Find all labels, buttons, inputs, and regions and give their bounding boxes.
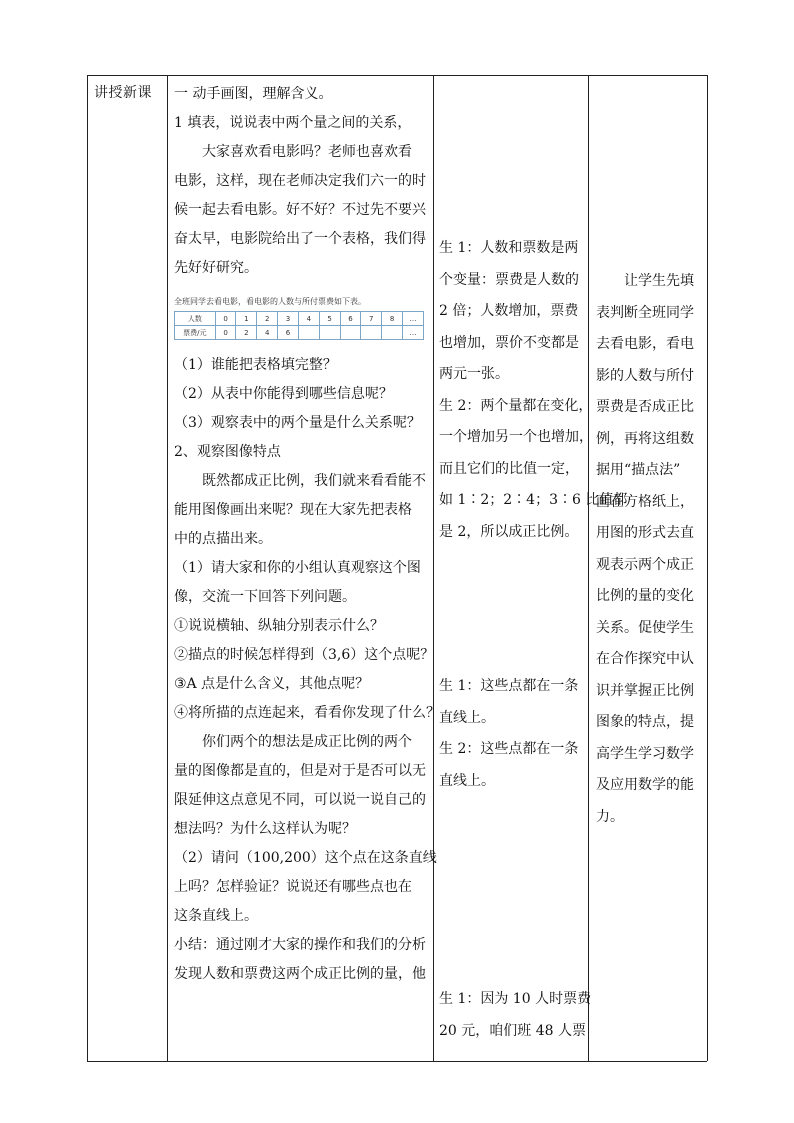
- response-line: 一个增加另一个也增加，: [439, 429, 593, 445]
- column-divider-2: [433, 75, 434, 1061]
- sub-question-2: ②描点的时候怎样得到（3,6）这个点呢？: [174, 647, 435, 663]
- student-response-group-2: [439, 671, 585, 797]
- student-response-group-1: [439, 233, 628, 548]
- table-cell: 5: [319, 312, 340, 326]
- intent-line: 高学生学习数学: [596, 745, 694, 762]
- response-line: 是 2，所以成正比例。: [439, 523, 579, 540]
- intent-line: 表判断全班同学: [596, 304, 694, 321]
- summary-line: 小结：通过刚才大家的操作和我们的分析: [174, 937, 426, 953]
- question-3: （3）观察表中的两个量是什么关系呢？: [174, 415, 421, 431]
- table-cell: 3: [278, 312, 299, 326]
- table-cell: 6: [340, 312, 361, 326]
- intent-line: 去看电影，看电: [596, 336, 694, 352]
- table-border-top: [87, 75, 707, 76]
- student-response-group-3: [439, 984, 592, 1047]
- paragraph-line: 上吗？怎样验证？说说还有哪些点也在: [174, 879, 412, 895]
- response-line: 生 1：因为 10 人时票费: [439, 991, 592, 1007]
- paragraph-line: 能用图像画出来呢？现在大家先把表格: [174, 502, 412, 518]
- section-label: 讲授新课: [94, 85, 152, 101]
- table-cell: …: [402, 312, 423, 326]
- table-cell: 人数: [175, 312, 216, 326]
- paragraph-line: （2）请问（100,200）这个点在这条直线: [174, 850, 437, 866]
- sub-question-3: ③A 点是什么含义，其他点呢？: [174, 676, 370, 692]
- paragraph-line: （1）请大家和你的小组认真观察这个图: [174, 560, 421, 576]
- table-cell: 票费/元: [175, 326, 216, 340]
- question-2: （2）从表中你能得到哪些信息呢？: [174, 386, 393, 402]
- table-cell: [382, 326, 403, 340]
- intent-line: 影的人数与所付: [596, 367, 694, 384]
- paragraph-line: 中的点描出来。: [174, 531, 272, 547]
- table-cell: …: [402, 326, 423, 340]
- intent-line: 及应用数学的能: [596, 777, 694, 793]
- paragraph-line: 量的图像都是直的，但是对于是否可以无: [174, 763, 426, 779]
- response-line: 个变量：票费是人数的: [439, 271, 579, 288]
- response-line: 2 倍；人数增加，票费: [439, 303, 579, 319]
- table-cell: [298, 326, 319, 340]
- paragraph-line: 候一起去看电影。好不好？不过先不要兴: [174, 202, 426, 218]
- paragraph-line: 想法吗？为什么这样认为呢？: [174, 821, 356, 837]
- table-cell: [319, 326, 340, 340]
- intent-line: 据用“描点法”: [596, 462, 681, 478]
- paragraph-line: 限延伸这点意见不同，可以说一说自己的: [174, 792, 426, 808]
- response-line: 直线上。: [439, 709, 495, 726]
- sub-question-4: ④将所描的点连起来，看看你发现了什么？: [174, 705, 440, 721]
- design-intent: [596, 266, 702, 833]
- intent-line: 例，再将这组数: [596, 430, 694, 447]
- summary-line: 发现人数和票费这两个成正比例的量，他: [174, 966, 426, 982]
- table-cell: 4: [257, 326, 278, 340]
- intent-line: 票费是否成正比: [596, 399, 694, 415]
- figure-caption: 全班同学去看电影，看电影的人数与所付票费如下表。: [174, 297, 366, 306]
- response-line: 而且它们的比值一定，: [439, 460, 579, 477]
- intent-line: 关系。促使学生: [596, 619, 694, 636]
- table-cell: [340, 326, 361, 340]
- intent-line: 图象的特点，提: [596, 714, 694, 730]
- step-1-heading: 1 填表，说说表中两个量之间的关系，: [174, 115, 412, 131]
- heading-1: 一 动手画图，理解含义。: [174, 86, 333, 102]
- intent-line: 观表示两个成正: [596, 556, 694, 573]
- intent-line: 用图的形式去直: [596, 525, 694, 541]
- column-divider-1: [167, 75, 168, 1061]
- response-line: 直线上。: [439, 772, 495, 789]
- table-cell: 6: [278, 326, 299, 340]
- table-cell: [361, 326, 382, 340]
- table-border-left: [87, 75, 88, 1061]
- table-cell: 8: [382, 312, 403, 326]
- response-line: 20 元，咱们班 48 人票: [439, 1022, 586, 1039]
- table-border-right: [707, 75, 708, 1061]
- table-row: [175, 326, 424, 340]
- table-cell: 2: [236, 326, 257, 340]
- paragraph-line: 像，交流一下回答下列问题。: [174, 589, 356, 605]
- teaching-content: [174, 80, 440, 989]
- paragraph-line: 既然都成正比例，我们就来看看能不: [202, 473, 426, 489]
- paragraph-line: 你们两个的想法是成正比例的两个: [202, 734, 412, 750]
- table-row: [175, 312, 424, 326]
- paragraph-line: 电影，这样，现在老师决定我们六一的时: [174, 173, 426, 189]
- paragraph-line: 大家喜欢看电影吗？老师也喜欢看: [202, 144, 412, 160]
- intent-line: 让学生先填: [624, 273, 694, 289]
- response-line: 生 2：两个量都在变化，: [439, 397, 593, 414]
- paragraph-line: 奋太早，电影院给出了一个表格，我们得: [174, 231, 426, 247]
- table-cell: 0: [215, 326, 236, 340]
- table-cell: 0: [215, 312, 236, 326]
- table-cell: 1: [236, 312, 257, 326]
- paragraph-line: 先好好研究。: [174, 260, 258, 276]
- response-line: 如 1∶2；2∶4；3∶6 比值都: [439, 492, 628, 508]
- step-2-heading: 2、观察图像特点: [174, 444, 281, 460]
- intent-line: 识并掌握正比例: [596, 682, 694, 699]
- response-line: 两元一张。: [439, 366, 509, 382]
- response-line: 生 2：这些点都在一条: [439, 741, 579, 757]
- sub-question-1: ①说说横轴、纵轴分别表示什么？: [174, 618, 384, 634]
- intent-line: 力。: [596, 808, 624, 825]
- table-cell: 4: [298, 312, 319, 326]
- table-cell: 2: [257, 312, 278, 326]
- intent-line: 比例的量的变化: [596, 588, 694, 604]
- ticket-table: [174, 311, 424, 340]
- column-divider-3: [588, 75, 589, 1061]
- intent-line: 画在方格纸上，: [596, 493, 694, 510]
- intent-line: 在合作探究中认: [596, 651, 694, 667]
- response-line: 生 1：人数和票数是两: [439, 240, 579, 256]
- response-line: 也增加，票价不变都是: [439, 334, 579, 351]
- question-1: （1）谁能把表格填完整？: [174, 357, 337, 373]
- response-line: 生 1：这些点都在一条: [439, 678, 579, 694]
- ticket-table-figure: [174, 296, 426, 354]
- paragraph-line: 这条直线上。: [174, 908, 258, 924]
- table-border-bottom: [87, 1061, 707, 1062]
- table-cell: 7: [361, 312, 382, 326]
